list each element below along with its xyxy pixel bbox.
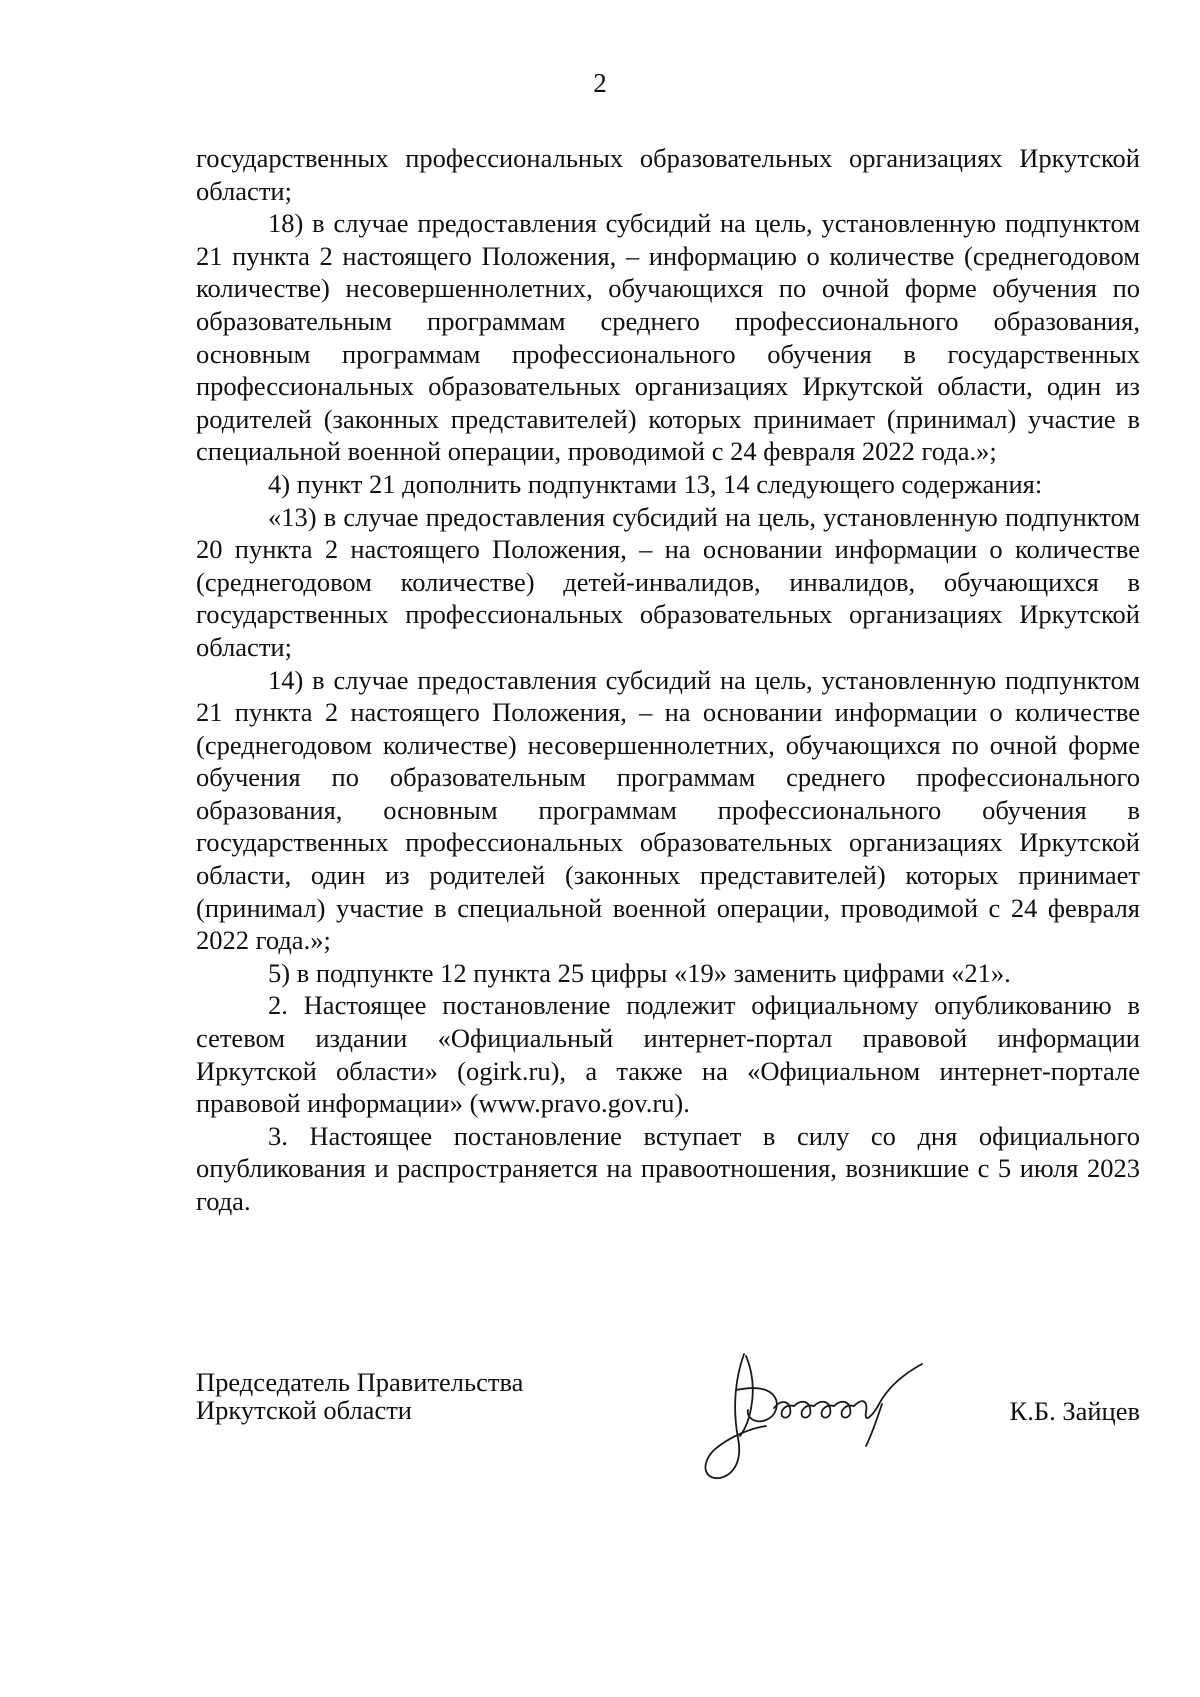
paragraph-section-3: 3. Настоящее постановление вступает в силу со дня официального опубликования и распространяется на правоотношения, возникшие с 5 июля 2023 года. <box>196 1120 1140 1216</box>
paragraph-continuation: государственных профессиональных образовательных организациях Иркутской области; <box>196 143 1140 206</box>
paragraph-item-13: «13) в случае предоставления субсидий на цель, установленную подпунктом 20 пункта 2 настоящего Положения, – на основании информации о количестве (среднегодовом количестве) детей-инвалидов, инвалидов, обучающихся в государственных профессиональных образовательных организациях Иркутской области; <box>196 501 1140 662</box>
paragraph-item-5: 5) в подпункте 12 пункта 25 цифры «19» заменить цифрами «21». <box>268 957 1011 988</box>
paragraph-item-18: 18) в случае предоставления субсидий на цель, установленную подпунктом 21 пункта 2 настоящего Положения, – информацию о количестве (среднегодовом количестве) несовершеннолетних, обучающихся по очной форме обучения по образовательным программам среднего профессионального образования, основным программам профессионального обучения в государственных профессиональных образовательных организациях Иркутской области, один из родителей (законных представителей) которых принимает (принимал) участие в специальной военной операции, проводимой с 24 февраля 2022 года.»; <box>196 208 1140 467</box>
signature-block <box>196 1368 1140 1498</box>
signatory-title-line2: Иркутской области <box>196 1395 412 1425</box>
signatory-title <box>196 1368 523 1424</box>
paragraph-item-4: 4) пункт 21 дополнить подпунктами 13, 14 следующего содержания: <box>268 468 1043 499</box>
signatory-name: К.Б. Зайцев <box>1009 1396 1140 1426</box>
paragraph-item-14: 14) в случае предоставления субсидий на цель, установленную подпунктом 21 пункта 2 настоящего Положения, – на основании информации о количестве (среднегодовом количестве) несовершеннолетних, обучающихся по очной форме обучения по образовательным программам среднего профессионального образования, основным программам профессионального обучения в государственных профессиональных образовательных организациях Иркутской области, один из родителей (законных представителей) которых принимает (принимал) участие в специальной военной операции, проводимой с 24 февраля 2022 года.»; <box>196 664 1140 956</box>
page-number: 2 <box>593 68 607 98</box>
document-body <box>196 142 1140 1218</box>
signatory-title-line1: Председатель Правительства <box>196 1367 524 1397</box>
paragraph-section-2: 2. Настоящее постановление подлежит официальному опубликованию в сетевом издании «Официальный интернет-портал правовой информации Иркутской области» (ogirk.ru), а также на «Официальном интернет-портале правовой информации» (www.pravo.gov.ru). <box>196 990 1140 1119</box>
handwritten-signature <box>696 1346 946 1496</box>
